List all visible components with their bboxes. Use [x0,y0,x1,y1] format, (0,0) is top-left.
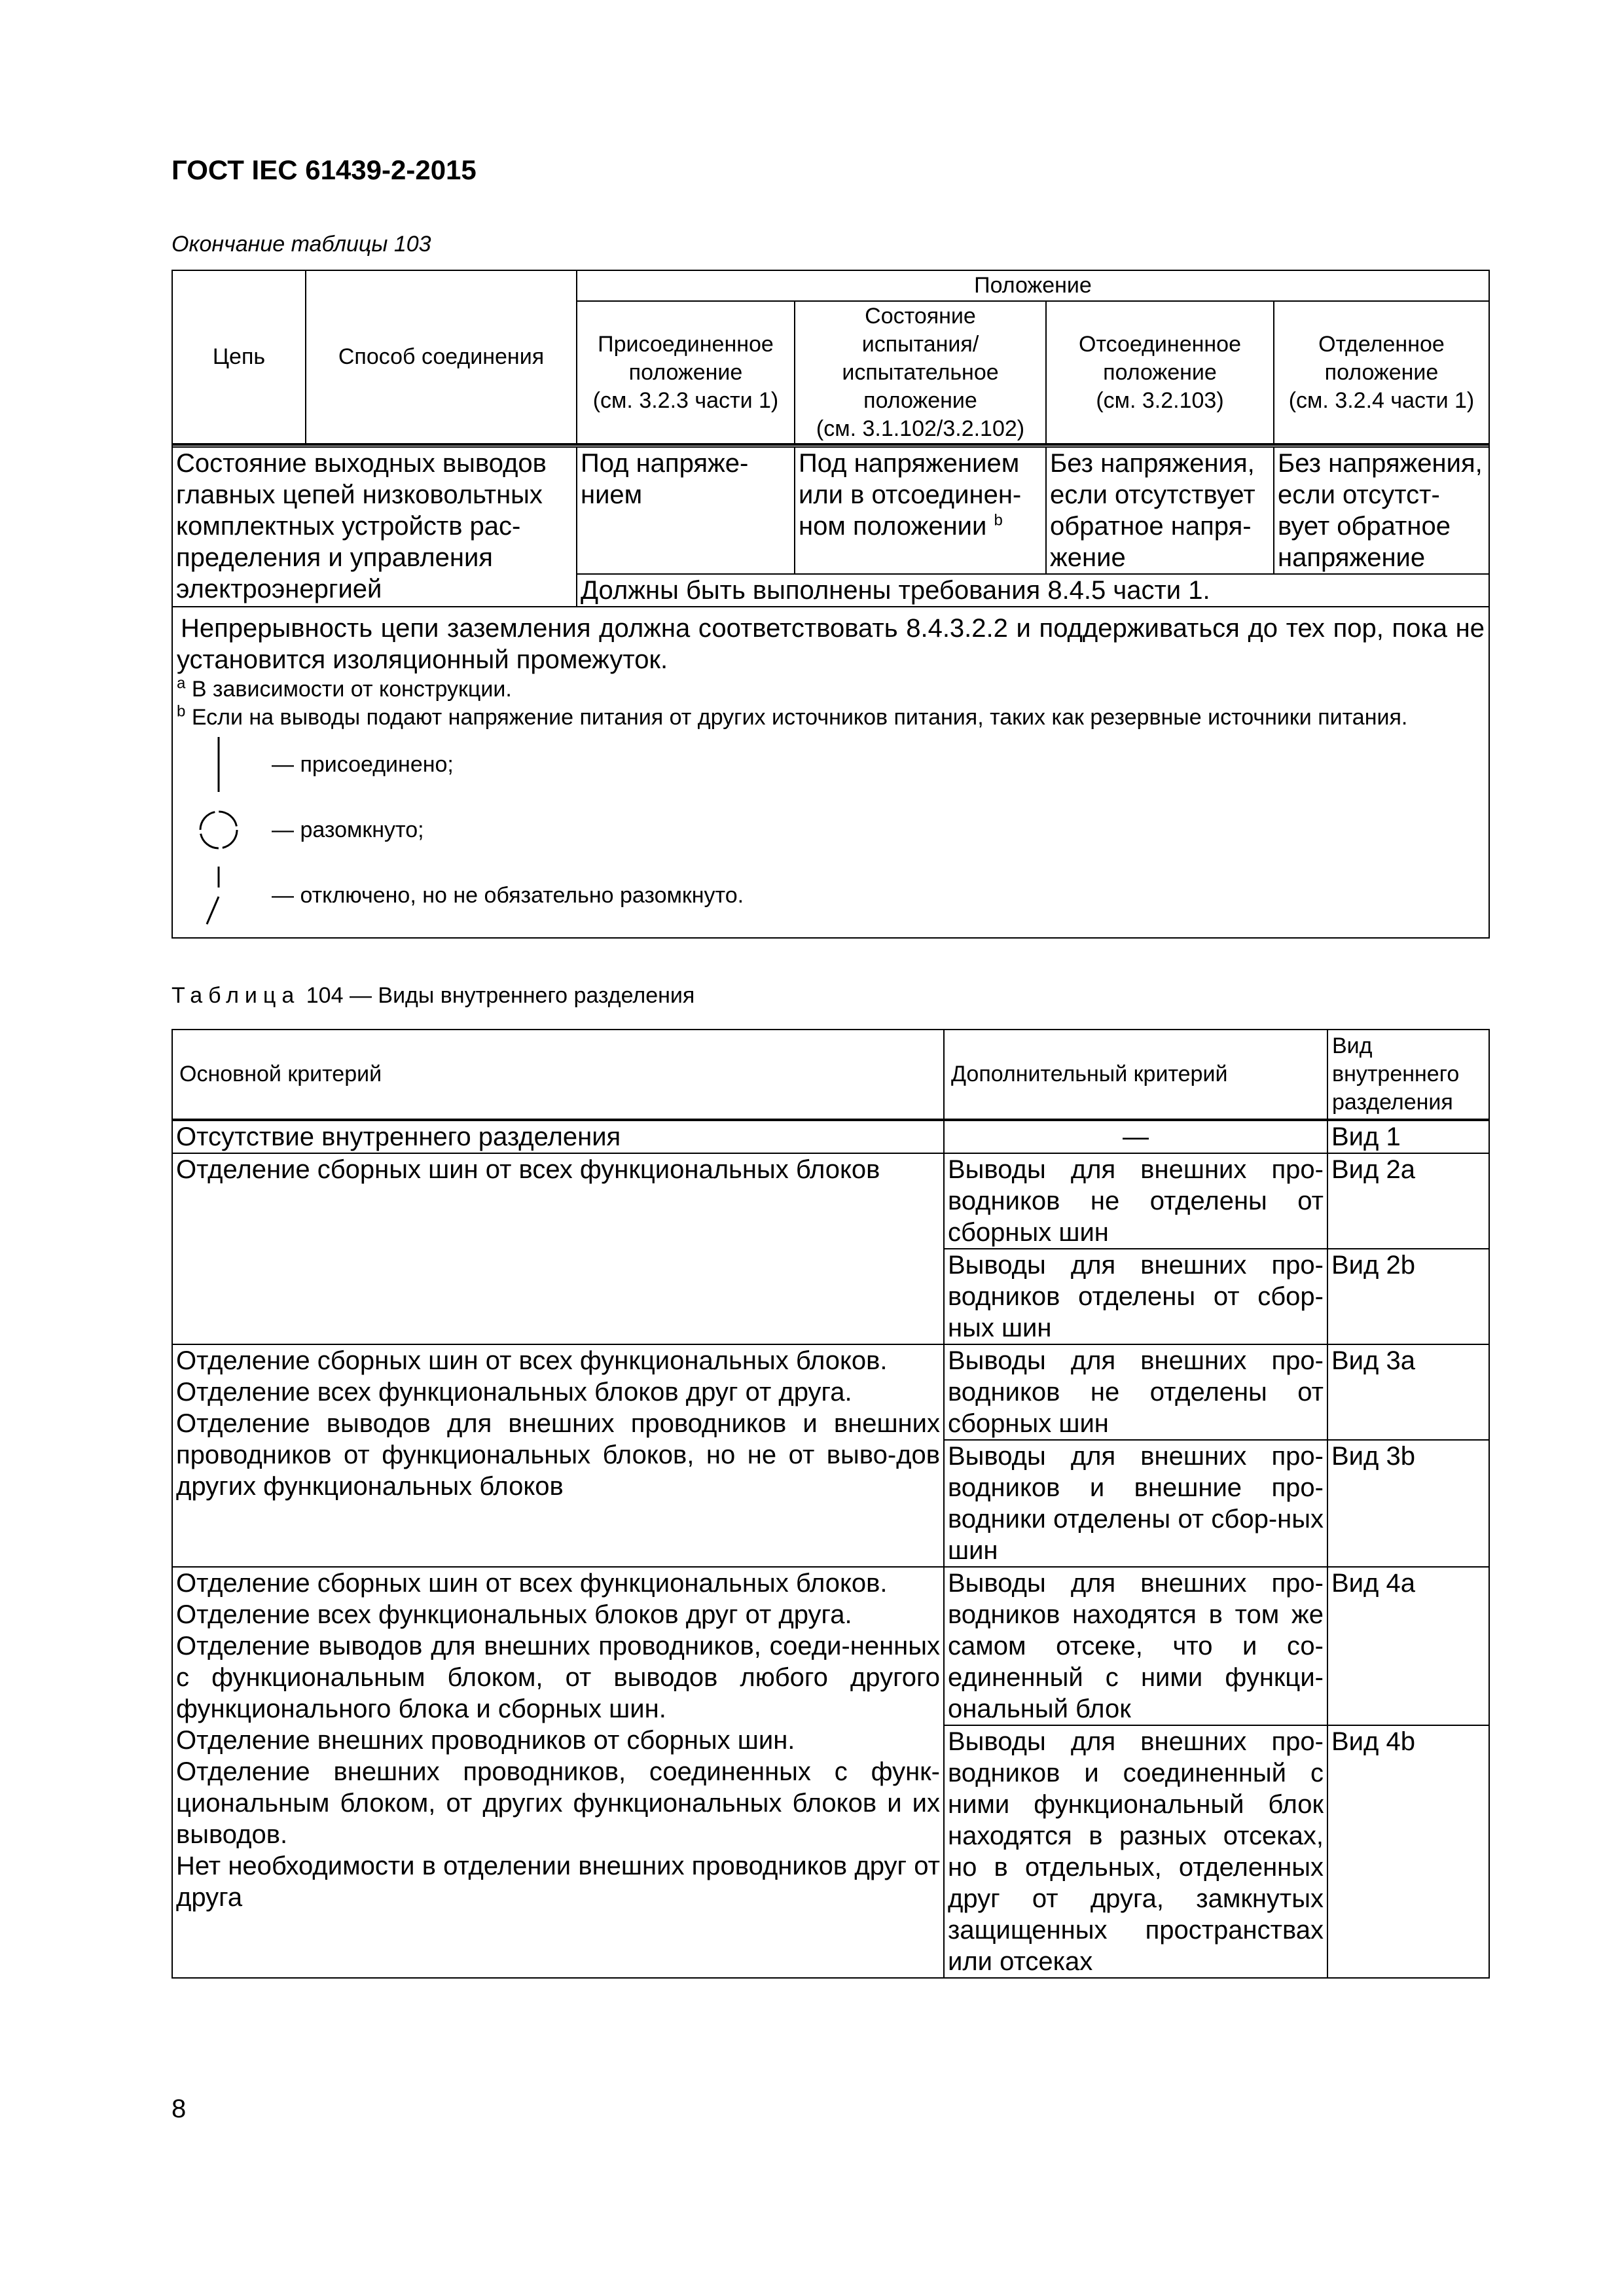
row-form4b-extra: Выводы для внешних про-водников и соединенный с ними функциональный блок находятся в разных отсеках, но в отдельных, отделенных друг от друга, замкнутых защищенных пространствах или отсеках [944,1725,1327,1978]
legend-connected: — присоединено; [177,732,1485,797]
row-form2b-form: Вид 2b [1327,1249,1489,1344]
row-form3b-form: Вид 3b [1327,1440,1489,1567]
row-form2a-extra: Выводы для внешних про-водников не отделены от сборных шин [944,1153,1327,1249]
header-additional-criterion: Дополнительный критерий [944,1030,1327,1120]
header-connected-position: Присоединенное положение (см. 3.2.3 части 1) [577,301,795,444]
row-form2-main: Отделение сборных шин от всех функциональных блоков [172,1153,944,1344]
cell-removed-value: Без напряжения, если отсутст-вует обратное напряжение [1274,447,1489,574]
row-form3a-form: Вид 3a [1327,1344,1489,1440]
open-circle-icon [177,797,272,863]
footnote-a: $^a$ В зависимости от конструкции. [177,674,512,702]
header-test-position: Состояние испытания/ испытательное положение (см. 3.1.102/3.2.102) [795,301,1046,444]
row-form1-main: Отсутствие внутреннего разделения [172,1120,944,1153]
cell-requirement: Должны быть выполнены требования 8.4.5 части 1. [577,574,1489,607]
table-103-caption: Окончание таблицы 103 [171,232,431,257]
row-form3a-extra: Выводы для внешних про-водников не отделены от сборных шин [944,1344,1327,1440]
cell-connected-value: Под напряже-нием [577,447,795,574]
header-removed-position: Отделенное положение (см. 3.2.4 части 1) [1274,301,1489,444]
row-form4a-extra: Выводы для внешних про-водников находятся в том же самом отсеке, что и со-единенный с ними функци-ональный блок [944,1567,1327,1725]
table-104-caption: Таблица 104 — Виды внутреннего разделения [171,983,695,1008]
row-form2b-extra: Выводы для внешних про-водников отделены от сбор-ных шин [944,1249,1327,1344]
legend-open: — разомкнуто; [177,797,1485,863]
header-position: Положение [577,270,1489,301]
header-circuit: Цепь [172,270,306,444]
closed-line-icon [177,732,272,797]
row-form4-main: Отделение сборных шин от всех функциональных блоков. Отделение всех функциональных блоков друг от друга. Отделение выводов для внешних проводников, соеди-ненных с функциональным блоком, от выводов любого другого функционального блока и сборных шин. Отделение внешних проводников от сборных шин. Отделение внешних проводников, соединенных с функ-циональным блоком, от других функциональных блоков и их выводов. Нет необходимости в отделении внешних проводников друг от друга [172,1567,944,1978]
table-103-notes [172,607,1489,938]
row-form1-form: Вид 1 [1327,1120,1489,1153]
document-header: ГОСТ IEC 61439-2-2015 [171,154,477,185]
header-main-criterion: Основной критерий [172,1030,944,1120]
header-separation-form: Вид внутреннего разделения [1327,1030,1489,1120]
legend-disconnected: — отключено, но не обязательно разомкнуто. [177,863,1485,928]
row-form4b-form: Вид 4b [1327,1725,1489,1978]
header-connection-method: Способ соединения [306,270,577,444]
footnote-b: $^b$ Если на выводы подают напряжение питания от других источников питания, таких как резервные источники питания. [177,702,1408,730]
table-103 [171,270,1490,939]
page-number: 8 [171,2094,187,2123]
cell-disconnected-value: Без напряжения, если отсутствует обратное напря-жение [1046,447,1274,574]
row-form2a-form: Вид 2a [1327,1153,1489,1249]
row-circuit-output-terminals: Состояние выходных выводов главных цепей низковольтных комплектных устройств рас-пределения и управления электроэнергией [172,447,577,607]
disconnected-switch-icon [177,863,272,928]
note-grounding: Непрерывность цепи заземления должна соответствовать 8.4.3.2.2 и поддерживаться до тех пор, пока не установится изоляционный промежуток. [177,614,1485,674]
row-form1-extra: — [944,1120,1327,1153]
table-104 [171,1029,1490,1979]
cell-test-value: Под напряжением или в отсоединен-ном положении $^b$ [795,447,1046,574]
header-disconnected-position: Отсоединенное положение (см. 3.2.103) [1046,301,1274,444]
row-form3b-extra: Выводы для внешних про-водников и внешние про-водники отделены от сбор-ных шин [944,1440,1327,1567]
row-form4a-form: Вид 4a [1327,1567,1489,1725]
row-form3-main: Отделение сборных шин от всех функциональных блоков. Отделение всех функциональных блоков друг от друга. Отделение выводов для внешних проводников и внешних проводников от функциональных блоков, но не от выво-дов других функциональных блоков [172,1344,944,1567]
